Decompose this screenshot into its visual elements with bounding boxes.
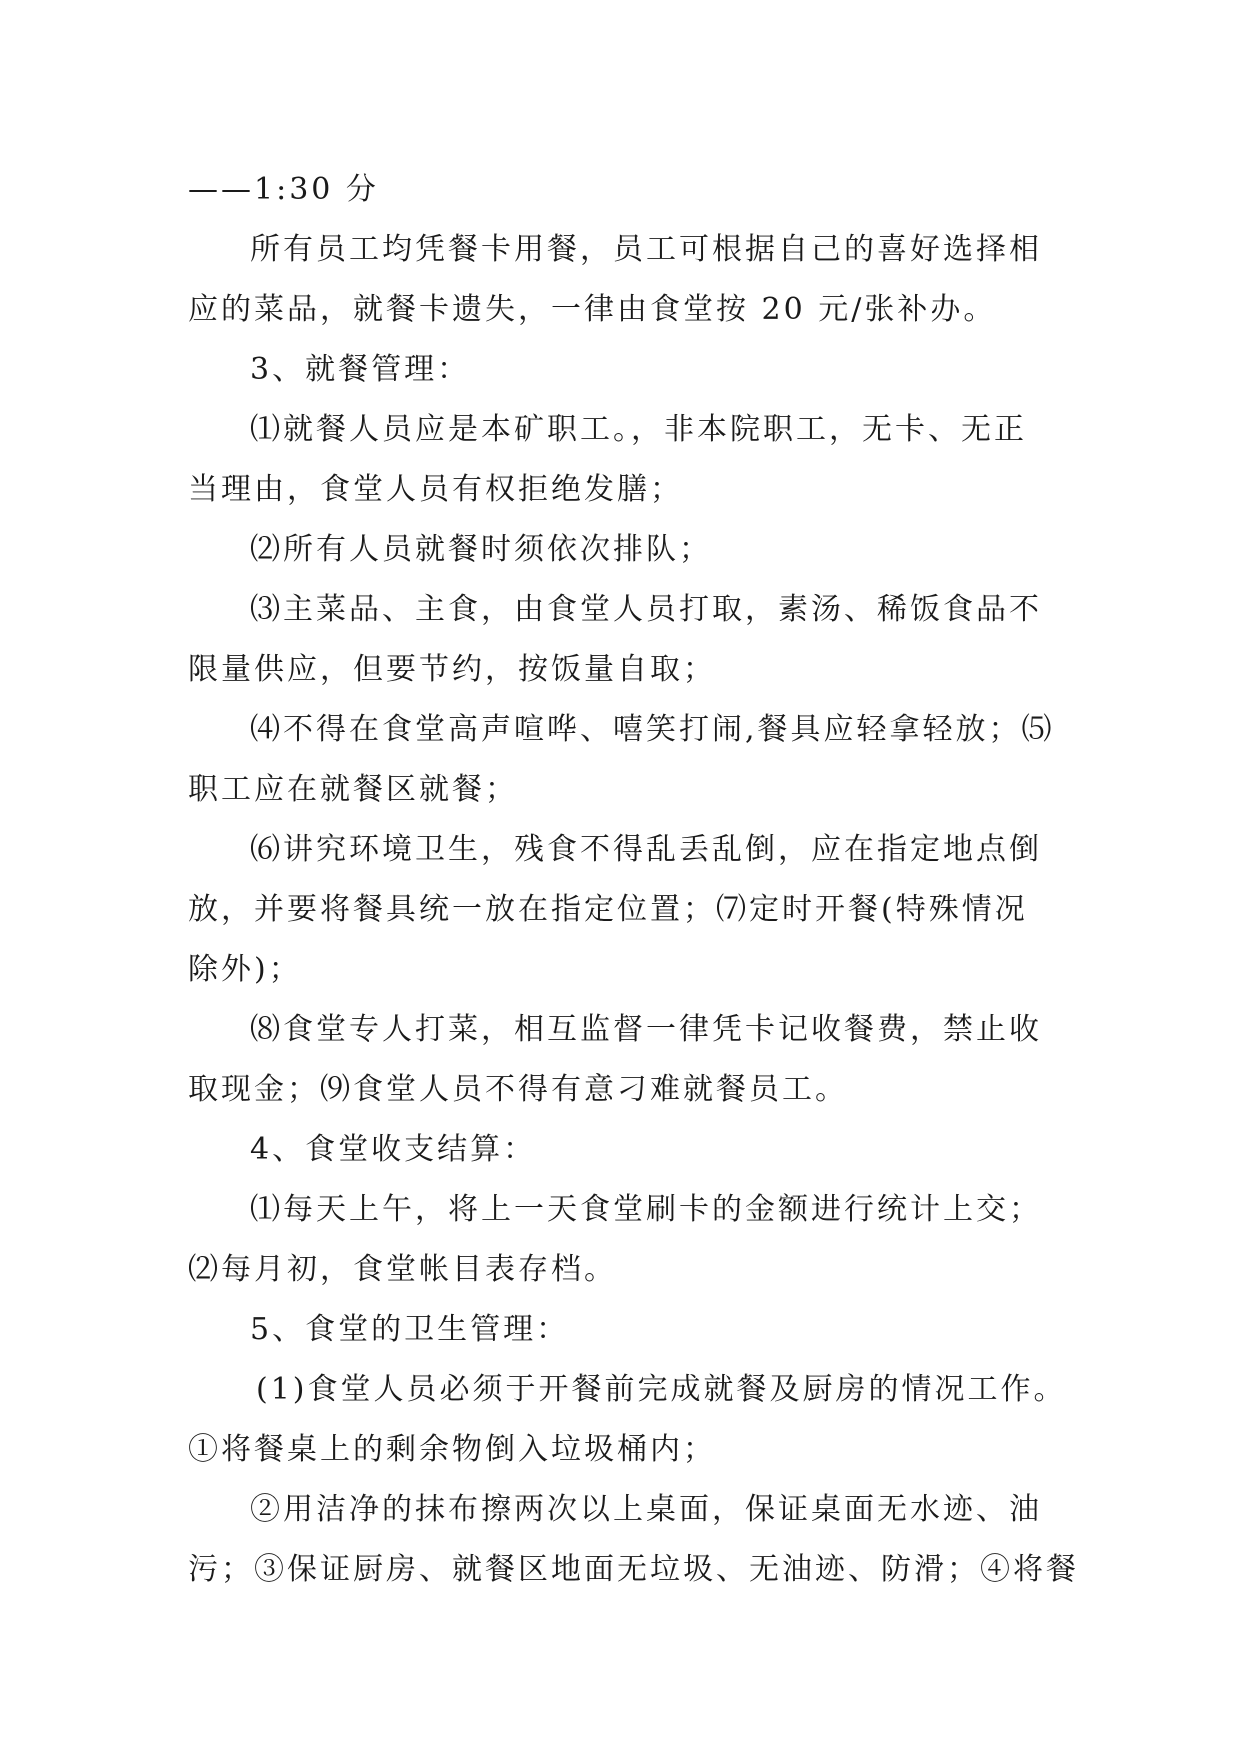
text-line: 当理由，食堂人员有权拒绝发膳； — [188, 472, 683, 507]
text-line: ⑻食堂专人打菜，相互监督一律凭卡记收餐费，禁止收 — [250, 1012, 1042, 1047]
text-line: 所有员工均凭餐卡用餐，员工可根据自己的喜好选择相 — [250, 232, 1042, 267]
text-line: 除外)； — [188, 952, 302, 987]
section-heading: 3、就餐管理： — [250, 352, 471, 387]
text-line: ⑴每天上午，将上一天食堂刷卡的金额进行统计上交； — [250, 1192, 1042, 1227]
text-line: (1)食堂人员必须于开餐前完成就餐及厨房的情况工作。 — [256, 1372, 1067, 1407]
text-line: ②用洁净的抹布擦两次以上桌面，保证桌面无水迹、油 — [250, 1492, 1042, 1527]
text-line: ——1:30 分 — [188, 172, 379, 207]
text-line: ⑵所有人员就餐时须依次排队； — [250, 532, 712, 567]
text-line: 限量供应，但要节约，按饭量自取； — [188, 652, 716, 687]
section-heading: 5、食堂的卫生管理： — [250, 1312, 570, 1347]
text-line: ⑵每月初，食堂帐目表存档。 — [188, 1252, 617, 1287]
section-heading: 4、食堂收支结算： — [250, 1132, 537, 1167]
text-line: 应的菜品，就餐卡遗失，一律由食堂按 20 元/张补办。 — [188, 292, 997, 327]
text-line: ①将餐桌上的剩余物倒入垃圾桶内； — [188, 1432, 716, 1467]
text-line: ⑶主菜品、主食，由食堂人员打取，素汤、稀饭食品不 — [250, 592, 1042, 627]
text-line: 职工应在就餐区就餐； — [188, 772, 518, 807]
document-body — [188, 160, 1079, 1600]
text-line: ⑴就餐人员应是本矿职工。，非本院职工，无卡、无正 — [250, 412, 1027, 447]
text-line: ⑹讲究环境卫生，残食不得乱丢乱倒，应在指定地点倒 — [250, 832, 1042, 867]
text-line: 取现金；⑼食堂人员不得有意刁难就餐员工。 — [188, 1072, 848, 1107]
text-line: ⑷不得在食堂高声喧哗、嘻笑打闹,餐具应轻拿轻放；⑸ — [250, 712, 1055, 747]
text-line: 污；③保证厨房、就餐区地面无垃圾、无油迹、防滑；④将餐 — [188, 1552, 1079, 1587]
text-line: 放，并要将餐具统一放在指定位置；⑺定时开餐(特殊情况 — [188, 892, 1028, 927]
